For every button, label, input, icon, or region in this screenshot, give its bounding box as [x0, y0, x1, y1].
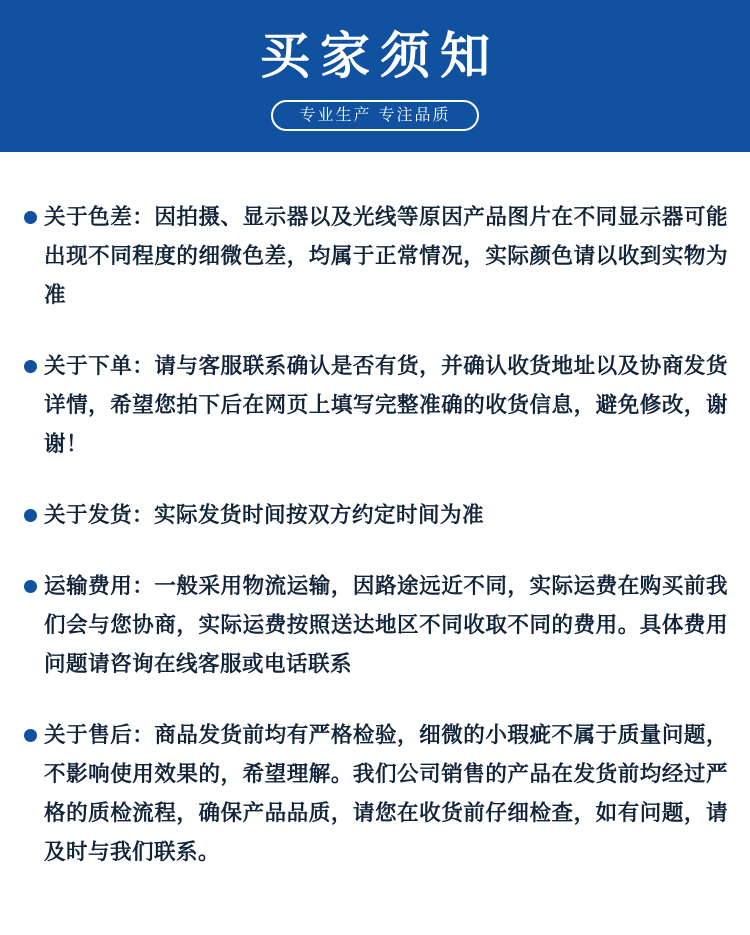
header-badge: 专业生产 专注品质 — [271, 100, 478, 131]
dot-bullet-icon — [24, 509, 37, 522]
notice-item-ordering — [22, 347, 728, 464]
notice-item-text: 关于下单：请与客服联系确认是否有货，并确认收货地址以及协商发货详情，希望您拍下后在网页上填写完整准确的收货信息，避免修改，谢谢！ — [44, 354, 728, 457]
notice-item-after-sales — [22, 716, 728, 872]
notice-item-color-difference — [22, 198, 728, 315]
dot-bullet-icon — [24, 211, 37, 224]
notice-item-text: 关于售后：商品发货前均有严格检验，细微的小瑕疵不属于质量问题，不影响使用效果的，希望理解。我们公司销售的产品在发货前均经过严格的质检流程，确保产品品质，请您在收货前仔细检查，如有问题，请及时与我们联系。 — [44, 723, 728, 865]
page-header-banner — [0, 0, 750, 152]
notice-item-text: 关于色差：因拍摄、显示器以及光线等原因产品图片在不同显示器可能出现不同程度的细微色差，均属于正常情况，实际颜色请以收到实物为准 — [44, 205, 728, 308]
notice-item-shipping-time — [22, 496, 728, 535]
notice-content — [0, 152, 750, 872]
notice-item-text: 运输费用：一般采用物流运输，因路途远近不同，实际运费在购买前我们会与您协商，实际运费按照送达地区不同收取不同的费用。具体费用问题请咨询在线客服或电话联系 — [44, 574, 728, 677]
page-title: 买家须知 — [260, 27, 500, 85]
notice-item-freight-cost — [22, 567, 728, 684]
notice-item-text: 关于发货：实际发货时间按双方约定时间为准 — [44, 503, 485, 528]
dot-bullet-icon — [24, 729, 37, 742]
dot-bullet-icon — [24, 360, 37, 373]
dot-bullet-icon — [24, 580, 37, 593]
